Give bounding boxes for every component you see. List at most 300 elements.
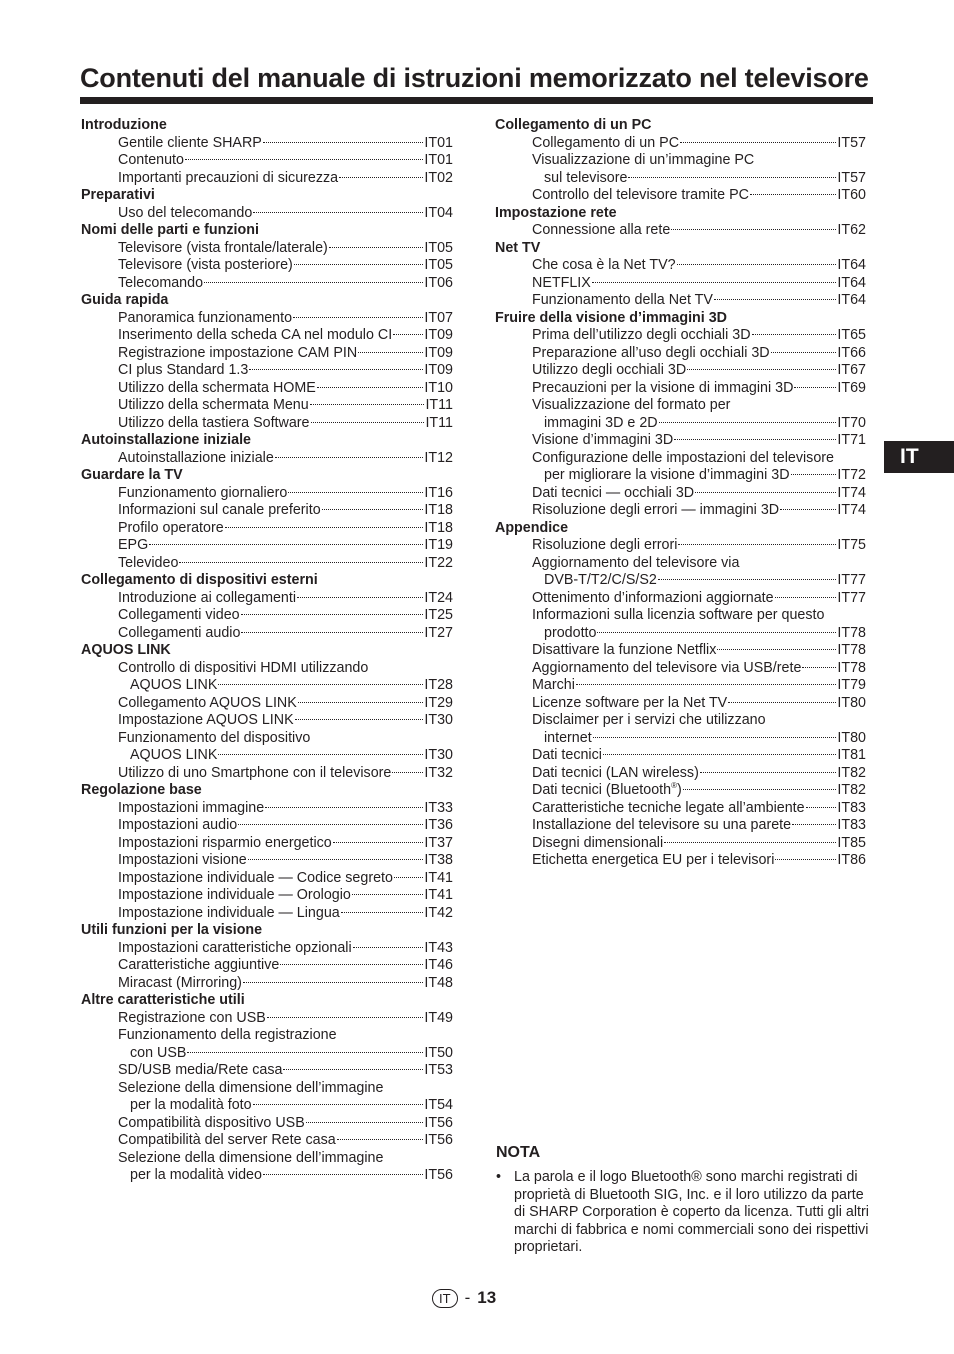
leader-dots	[310, 404, 425, 405]
toc-entry	[81, 345, 453, 363]
toc-entry-label: Prima dell’utilizzo degli occhiali 3D	[532, 327, 751, 343]
toc-entry-label: CI plus Standard 1.3	[118, 362, 249, 378]
page-number: 13	[477, 1288, 497, 1307]
toc-entry-text	[118, 712, 294, 730]
toc-page-ref: IT25	[424, 607, 453, 623]
toc-entry-label: NETFLIX	[532, 274, 591, 291]
leader-dots	[288, 492, 423, 493]
toc-entry-text	[118, 485, 287, 503]
toc-entry	[495, 642, 866, 660]
toc-entry-text	[532, 800, 805, 818]
toc-page-ref: IT78	[837, 624, 866, 641]
toc-entry	[495, 345, 866, 363]
toc-entry-text	[118, 152, 184, 170]
toc-entry-text	[532, 362, 686, 380]
toc-entry-label: AQUOS LINK	[130, 747, 218, 763]
toc-entry-text	[118, 975, 242, 993]
toc-entry-label: con USB	[130, 1044, 187, 1061]
toc-entry-label: Televisore (vista frontale/laterale)	[118, 239, 328, 256]
toc-entry	[81, 555, 453, 573]
toc-entry-label: Impostazioni visione	[118, 852, 247, 868]
toc-entry-text	[532, 747, 602, 765]
toc-entry-label-suffix: )	[676, 782, 682, 798]
toc-page-ref: IT57	[837, 134, 866, 151]
leader-dots	[780, 509, 836, 510]
toc-page-ref: IT56	[424, 1132, 453, 1148]
leader-dots	[337, 1139, 424, 1140]
toc-entry-line: Funzionamento del dispositivo	[118, 729, 311, 746]
toc-page-ref: IT86	[837, 852, 866, 868]
leader-dots	[792, 824, 836, 825]
toc-entry	[81, 362, 453, 380]
leader-dots	[263, 142, 424, 143]
toc-entry	[495, 817, 866, 835]
toc-entry-label: EPG	[118, 537, 149, 553]
toc-page-ref: IT11	[425, 397, 453, 413]
toc-entry	[495, 362, 866, 380]
toc-page-ref: IT09	[424, 362, 453, 378]
toc-entry	[495, 222, 866, 240]
toc-entry-label: Caratteristiche aggiuntive	[118, 957, 280, 973]
toc-entry-text	[532, 275, 591, 293]
toc-entry-label: Caratteristiche tecniche legate all’ambiente	[532, 799, 805, 816]
toc-entry	[81, 240, 453, 258]
leader-dots	[293, 317, 423, 318]
leader-dots	[695, 492, 836, 493]
nota-item	[496, 1169, 874, 1257]
toc-section-heading: Net TV	[495, 239, 541, 256]
toc-entry	[495, 590, 866, 608]
toc-page-ref: IT82	[837, 782, 866, 798]
toc-entry-line: Controllo di dispositivi HDMI utilizzando	[118, 659, 369, 676]
toc-entry-label: sul televisore	[544, 169, 628, 186]
toc-page-ref: IT67	[837, 362, 866, 378]
toc-section-heading: Fruire della visione d’immagini 3D	[495, 309, 727, 326]
leader-dots	[253, 212, 423, 213]
leader-dots	[339, 177, 423, 178]
toc-section-heading: Impostazione rete	[495, 204, 617, 221]
toc-page-ref: IT07	[424, 309, 453, 326]
toc-page-ref: IT37	[424, 834, 453, 851]
toc-section-heading: Introduzione	[81, 117, 167, 133]
toc-entry-label: Contenuto	[118, 152, 184, 168]
leader-dots	[680, 142, 836, 143]
toc-page-ref: IT05	[424, 257, 453, 273]
leader-dots	[806, 807, 837, 808]
toc-entry-text	[118, 625, 240, 643]
toc-entry-label: Collegamenti video	[118, 607, 240, 623]
toc-entry-label: Importanti precauzioni di sicurezza	[118, 169, 339, 186]
leader-dots	[306, 1122, 424, 1123]
toc-entry-text	[130, 1045, 186, 1063]
toc-section-heading: Preparativi	[81, 187, 155, 203]
toc-entry	[495, 380, 866, 398]
toc-entry	[81, 380, 453, 398]
toc-entry	[495, 677, 866, 695]
leader-dots	[283, 1069, 423, 1070]
toc-entry	[495, 275, 866, 293]
toc-entry-label: Dati tecnici — occhiali 3D	[532, 484, 695, 501]
toc-entry-label: Televideo	[118, 554, 179, 571]
toc-page-ref: IT78	[837, 642, 866, 658]
toc-entry-text	[118, 887, 351, 905]
toc-entry-text	[544, 625, 596, 643]
toc-entry-label: Informazioni sul canale preferito	[118, 502, 321, 518]
toc-page-ref: IT74	[837, 484, 866, 501]
toc-entry-text	[532, 292, 713, 310]
toc-section-heading: Collegamento di dispositivi esterni	[81, 572, 318, 588]
toc-page-ref: IT69	[837, 379, 866, 396]
toc-entry	[495, 782, 866, 800]
toc-entry	[495, 485, 866, 503]
leader-dots	[393, 334, 423, 335]
toc-entry-label: immagini 3D e 2D	[544, 414, 658, 431]
toc-entry-label: Ottenimento d’informazioni aggiornate	[532, 589, 774, 606]
toc-entry-label: Utilizzo degli occhiali 3D	[532, 362, 687, 378]
toc-entry-line: Aggiornamento del televisore via	[532, 554, 740, 571]
toc-entry-text	[532, 852, 774, 870]
toc-entry-label: Che cosa è la Net TV?	[532, 257, 676, 273]
toc-entry-label: Utilizzo della tastiera Software	[118, 414, 310, 431]
toc-entry-text	[532, 590, 774, 608]
toc-entry	[495, 415, 866, 433]
toc-entry	[81, 415, 453, 433]
toc-entry-label: Miracast (Mirroring)	[118, 974, 242, 991]
toc-entry-label: Funzionamento giornaliero	[118, 484, 288, 501]
leader-dots	[179, 562, 423, 563]
toc-page-ref: IT82	[837, 764, 866, 781]
toc-entry-text	[532, 695, 727, 713]
toc-page-ref: IT70	[837, 414, 866, 431]
leader-dots	[218, 684, 423, 685]
toc-entry-label: Funzionamento della Net TV	[532, 292, 713, 308]
toc-entry-label: Utilizzo di uno Smartphone con il televisore	[118, 764, 392, 781]
toc-entry	[81, 712, 453, 730]
toc-entry	[81, 205, 453, 223]
toc-entry	[81, 905, 453, 923]
toc-entry	[495, 467, 866, 485]
toc-entry-text	[118, 502, 321, 520]
toc-entry	[81, 1062, 453, 1080]
toc-page-ref: IT66	[837, 344, 866, 361]
toc-entry-text	[118, 607, 240, 625]
toc-entry-text	[118, 380, 316, 398]
page-footer	[432, 1287, 496, 1309]
toc-entry	[81, 1045, 453, 1063]
toc-entry-text	[532, 817, 791, 835]
toc-entry-text	[118, 310, 292, 328]
toc-entry	[81, 1115, 453, 1133]
leader-dots	[717, 649, 836, 650]
toc-entry-text	[544, 415, 658, 433]
toc-entry-label: Visione d’immagini 3D	[532, 432, 674, 448]
leader-dots	[802, 667, 836, 668]
toc-entry-label: Compatibilità del server Rete casa	[118, 1132, 336, 1148]
toc-entry	[81, 327, 453, 345]
nota-body	[496, 1169, 874, 1257]
leader-dots	[297, 597, 423, 598]
leader-dots	[714, 299, 836, 300]
toc-entry-label: Collegamenti audio	[118, 624, 241, 641]
leader-dots	[775, 597, 837, 598]
registered-mark: ®	[671, 781, 677, 791]
toc-page-ref: IT41	[424, 887, 453, 903]
toc-page-ref: IT48	[424, 974, 453, 991]
toc-entry-text	[118, 957, 279, 975]
toc-page-ref: IT81	[837, 747, 866, 763]
toc-entry	[81, 537, 453, 555]
toc-entry	[81, 677, 453, 695]
leader-dots	[341, 912, 424, 913]
leader-dots	[218, 754, 423, 755]
toc-entry	[81, 852, 453, 870]
toc-entry-text	[118, 835, 332, 853]
toc-entry	[81, 170, 453, 188]
leader-dots	[149, 544, 423, 545]
toc-page-ref: IT01	[424, 152, 453, 168]
toc-entry	[81, 450, 453, 468]
toc-entry	[81, 625, 453, 643]
toc-page-ref: IT64	[837, 274, 866, 291]
toc-page-ref: IT16	[424, 484, 453, 501]
toc-entry	[81, 765, 453, 783]
toc-page-ref: IT18	[424, 502, 453, 518]
toc-right-column	[495, 117, 866, 870]
leader-dots	[683, 789, 837, 790]
toc-page-ref: IT50	[424, 1044, 453, 1061]
toc-entry-text	[118, 765, 391, 783]
toc-entry-label: Introduzione ai collegamenti	[118, 589, 297, 606]
toc-page-ref: IT62	[837, 222, 866, 238]
toc-entry-label: Utilizzo della schermata Menu	[118, 397, 309, 413]
toc-page-ref: IT02	[424, 169, 453, 186]
toc-entry-label: Inserimento della scheda CA nel modulo CI	[118, 327, 393, 343]
toc-section-heading: Appendice	[495, 519, 569, 536]
toc-section-heading: Autoinstallazione iniziale	[81, 432, 251, 448]
toc-page-ref: IT19	[424, 537, 453, 553]
toc-entry-line: Selezione della dimensione dell’immagine	[118, 1079, 384, 1096]
leader-dots	[241, 632, 423, 633]
toc-entry-text	[118, 240, 328, 258]
toc-entry-label: Dati tecnici (LAN wireless)	[532, 764, 699, 781]
toc-page-ref: IT12	[424, 449, 453, 466]
toc-entry-text	[118, 870, 393, 888]
toc-entry	[495, 730, 866, 748]
toc-page-ref: IT30	[424, 712, 453, 728]
toc-entry-text	[118, 362, 248, 380]
leader-dots	[185, 159, 423, 160]
toc-page-ref: IT54	[424, 1097, 453, 1113]
toc-page-ref: IT83	[837, 817, 866, 833]
toc-entry-label: Preparazione all’uso degli occhiali 3D	[532, 344, 770, 361]
toc-page-ref: IT01	[424, 134, 453, 151]
toc-entry	[81, 397, 453, 415]
toc-entry-label: internet	[544, 729, 592, 746]
toc-page-ref: IT24	[424, 589, 453, 606]
toc-entry-text	[118, 170, 338, 188]
toc-entry-label: Disattivare la funzione Netflix	[532, 642, 717, 658]
toc-page-ref: IT83	[837, 799, 866, 816]
toc-entry-text	[118, 1010, 266, 1028]
toc-entry-line: Disclaimer per i servizi che utilizzano	[532, 712, 766, 728]
toc-page-ref: IT77	[837, 572, 866, 588]
toc-page-ref: IT77	[837, 589, 866, 606]
toc-entry-text	[532, 835, 663, 853]
leader-dots	[728, 702, 836, 703]
leader-dots	[592, 282, 837, 283]
toc-page-ref: IT09	[424, 344, 453, 361]
toc-page-ref: IT11	[425, 414, 453, 431]
toc-entry-label: Televisore (vista posteriore)	[118, 257, 293, 273]
language-badge: IT	[432, 1289, 458, 1308]
toc-entry-text	[532, 765, 699, 783]
toc-entry-text	[532, 222, 670, 240]
leader-dots	[263, 1174, 423, 1175]
toc-left-column	[81, 117, 453, 1185]
toc-entry	[81, 887, 453, 905]
toc-entry-label: Marchi	[532, 677, 575, 693]
toc-entry	[81, 152, 453, 170]
toc-entry-label: Compatibilità dispositivo USB	[118, 1114, 305, 1131]
toc-entry	[495, 257, 866, 275]
toc-page-ref: IT74	[837, 502, 866, 518]
leader-dots	[295, 719, 424, 720]
toc-entry-text	[544, 170, 627, 188]
toc-entry-label: SD/USB media/Rete casa	[118, 1062, 283, 1078]
toc-entry	[495, 765, 866, 783]
toc-section-heading: Guardare la TV	[81, 467, 183, 483]
toc-entry	[495, 170, 866, 188]
toc-entry	[495, 835, 866, 853]
toc-entry-text	[118, 275, 203, 293]
leader-dots	[294, 264, 424, 265]
toc-entry	[81, 607, 453, 625]
toc-entry-text	[532, 135, 679, 153]
leader-dots	[265, 807, 423, 808]
toc-page-ref: IT18	[424, 519, 453, 536]
toc-entry-label: Registrazione impostazione CAM PIN	[118, 344, 358, 361]
toc-entry-text	[532, 327, 751, 345]
leader-dots	[333, 842, 424, 843]
toc-entry-text	[118, 520, 224, 538]
toc-page-ref: IT10	[424, 379, 453, 396]
language-tab: IT	[884, 441, 954, 473]
toc-entry	[81, 940, 453, 958]
toc-entry	[495, 747, 866, 765]
toc-entry-text	[118, 555, 178, 573]
toc-page-ref: IT42	[424, 904, 453, 921]
toc-entry-label: Installazione del televisore su una parete	[532, 817, 792, 833]
leader-dots	[253, 1104, 424, 1105]
toc-page-ref: IT46	[424, 957, 453, 973]
leader-dots	[298, 702, 424, 703]
toc-entry	[81, 1132, 453, 1150]
toc-entry-text	[544, 467, 790, 485]
toc-entry	[495, 800, 866, 818]
toc-entry-label: Etichetta energetica EU per i televisori	[532, 852, 775, 868]
leader-dots	[204, 282, 423, 283]
title-rule	[80, 97, 873, 104]
toc-entry-text	[118, 450, 274, 468]
toc-entry-text	[118, 415, 310, 433]
toc-entry-text	[532, 485, 694, 503]
toc-page-ref: IT56	[424, 1167, 453, 1183]
toc-page-ref: IT33	[424, 799, 453, 816]
toc-page-ref: IT28	[424, 677, 453, 693]
toc-page-ref: IT43	[424, 939, 453, 956]
toc-entry-line: Informazioni sulla licenzia software per questo	[532, 607, 825, 623]
leader-dots	[677, 264, 837, 265]
toc-page-ref: IT60	[837, 187, 866, 203]
toc-entry	[495, 187, 866, 205]
toc-page-ref: IT72	[837, 467, 866, 483]
toc-entry	[495, 537, 866, 555]
toc-entry-label: Impostazione individuale — Codice segreto	[118, 869, 393, 886]
leader-dots	[674, 439, 836, 440]
toc-page-ref: IT29	[424, 694, 453, 711]
toc-entry-text	[118, 1062, 282, 1080]
leader-dots	[576, 684, 836, 685]
toc-page-ref: IT06	[424, 274, 453, 291]
toc-entry	[81, 870, 453, 888]
toc-entry-text	[532, 782, 682, 800]
leader-dots	[700, 772, 837, 773]
toc-entry	[495, 292, 866, 310]
toc-entry-label: per la modalità video	[130, 1167, 262, 1183]
toc-entry	[81, 747, 453, 765]
bullet-icon: •	[496, 1169, 502, 1185]
toc-entry-label: prodotto	[544, 624, 597, 641]
leader-dots	[352, 894, 424, 895]
leader-dots	[275, 457, 424, 458]
toc-entry-text	[118, 1115, 305, 1133]
toc-entry	[81, 257, 453, 275]
toc-entry-label: Collegamento AQUOS LINK	[118, 694, 297, 711]
toc-section-heading: Nomi delle parti e funzioni	[81, 222, 259, 238]
toc-page-ref: IT38	[424, 852, 453, 868]
leader-dots	[794, 387, 836, 388]
toc-entry-label: Telecomando	[118, 274, 204, 291]
toc-entry-label: Licenze software per la Net TV	[532, 694, 728, 711]
toc-entry-label: Autoinstallazione iniziale	[118, 449, 274, 466]
toc-entry-label: Impostazione AQUOS LINK	[118, 712, 294, 728]
toc-page-ref: IT30	[424, 747, 453, 763]
toc-entry	[495, 852, 866, 870]
leader-dots	[322, 509, 424, 510]
toc-entry	[495, 135, 866, 153]
toc-entry-text	[118, 817, 237, 835]
toc-entry-label: DVB-T/T2/C/S/S2	[544, 572, 657, 588]
leader-dots	[658, 579, 837, 580]
toc-page-ref: IT78	[837, 659, 866, 676]
toc-entry-text	[532, 432, 673, 450]
toc-page-ref: IT09	[424, 327, 453, 343]
toc-entry-text	[118, 537, 148, 555]
toc-entry	[81, 520, 453, 538]
toc-entry-text	[118, 257, 293, 275]
leader-dots	[353, 947, 424, 948]
toc-entry-text	[118, 345, 357, 363]
toc-section-heading: Guida rapida	[81, 292, 169, 308]
toc-entry	[81, 310, 453, 328]
toc-entry-text	[118, 1132, 336, 1150]
toc-entry-text	[532, 187, 749, 205]
toc-page-ref: IT36	[424, 817, 453, 833]
toc-entry-line: Visualizzazione di un’immagine PC	[532, 152, 755, 168]
toc-page-ref: IT57	[837, 169, 866, 186]
toc-entry-text	[118, 327, 392, 345]
toc-page-ref: IT41	[424, 869, 453, 886]
